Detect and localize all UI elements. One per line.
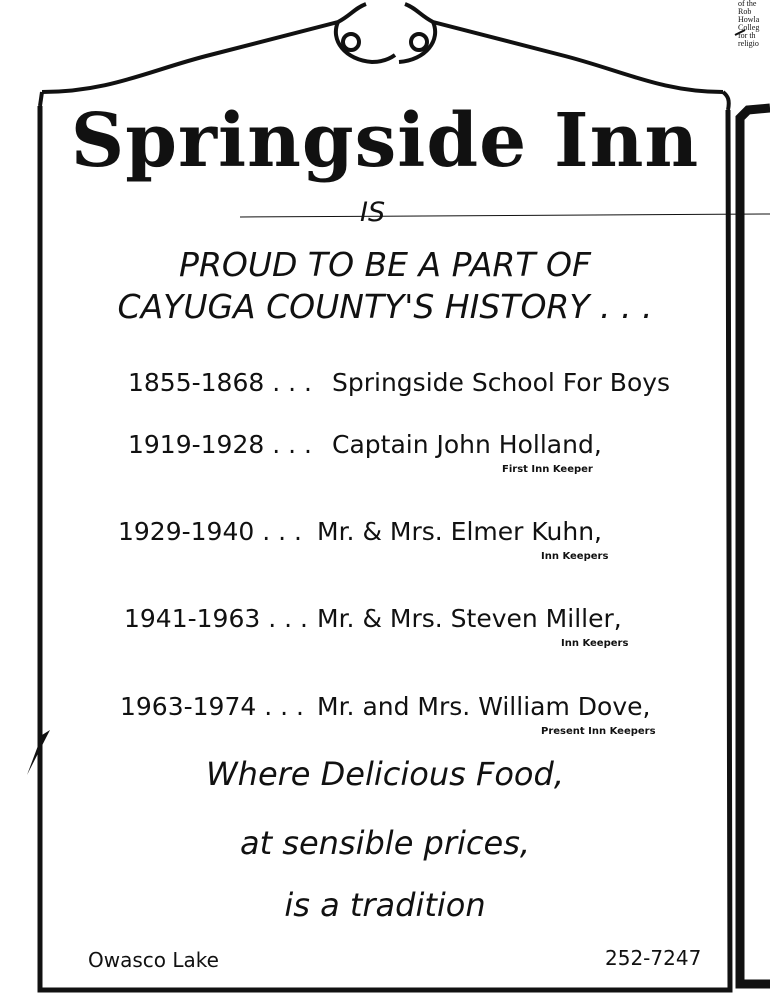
history-role: First Inn Keeper (502, 464, 593, 475)
history-role: Present Inn Keepers (541, 726, 656, 737)
proud-line-1: PROUD TO BE A PART OF (179, 245, 591, 284)
history-years: 1929-1940 . . . (118, 517, 302, 546)
history-years: 1963-1974 . . . (120, 692, 304, 721)
ad-title: Springside Inn (70, 98, 700, 184)
history-name: Mr. & Mrs. Elmer Kuhn, (317, 517, 602, 546)
location-label: Owasco Lake (88, 948, 219, 972)
is-label: IS (360, 197, 386, 228)
clipping-line: Howla (738, 15, 760, 24)
history-role: Inn Keepers (541, 551, 609, 562)
history-name: Springside School For Boys (332, 368, 671, 397)
history-years: 1855-1868 . . . (128, 368, 312, 397)
tagline-2: at sensible prices, (239, 824, 531, 862)
clipping-line: religio (738, 39, 759, 48)
history-name: Mr. and Mrs. William Dove, (317, 692, 651, 721)
tagline-3: is a tradition (284, 886, 486, 924)
proud-line-2: CAYUGA COUNTY'S HISTORY . . . (117, 287, 653, 326)
history-name: Captain John Holland, (332, 430, 602, 459)
phone-number: 252-7247 (605, 946, 702, 970)
tagline-1: Where Delicious Food, (206, 755, 564, 793)
history-years: 1941-1963 . . . (124, 604, 308, 633)
clipping-line: for th (738, 31, 756, 40)
clipping-line: of the (738, 0, 757, 8)
history-name: Mr. & Mrs. Steven Miller, (317, 604, 622, 633)
history-years: 1919-1928 . . . (128, 430, 312, 459)
adjacent-clipping-text (738, 0, 770, 70)
clipping-line: Rob (738, 7, 752, 16)
history-role: Inn Keepers (561, 638, 629, 649)
clipping-line: Colleg (738, 23, 760, 32)
